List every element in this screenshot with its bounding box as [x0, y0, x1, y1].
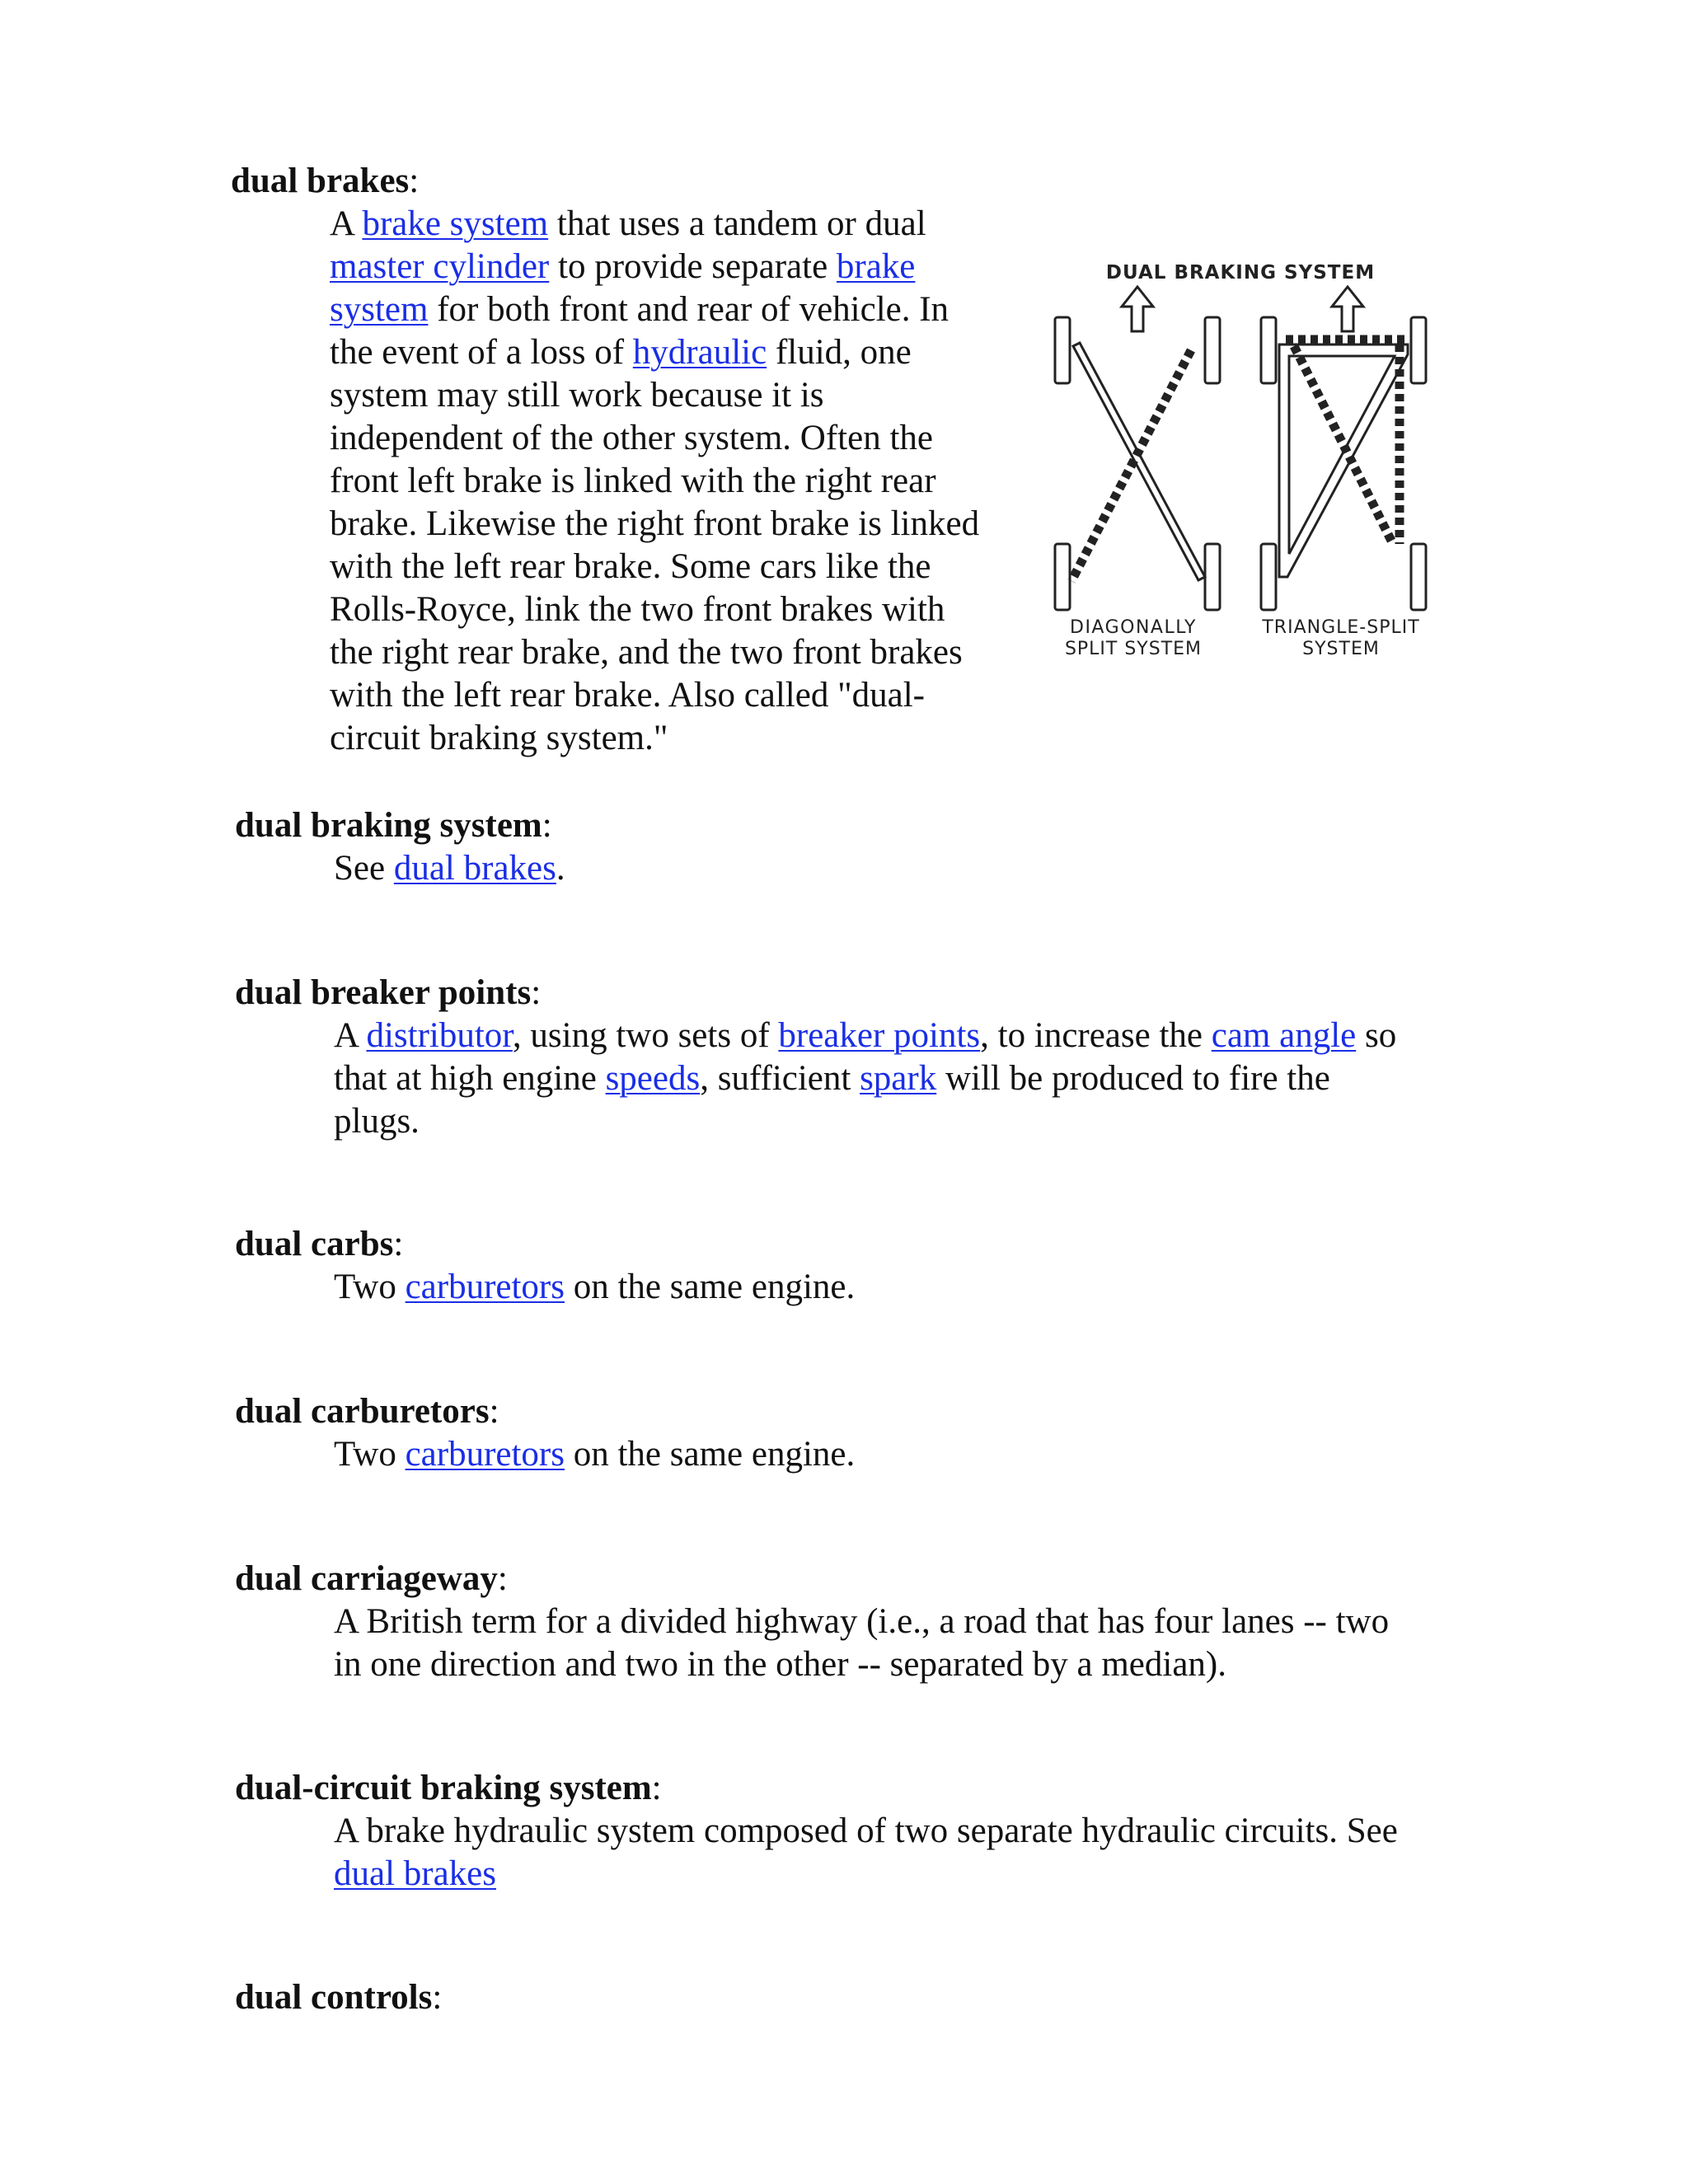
entry-term: dual carburetors — [235, 1392, 490, 1431]
def-text: , using two sets of — [512, 1016, 779, 1055]
wheel-icon — [1205, 317, 1220, 383]
def-text: front left brake is linked with the right rear — [330, 462, 936, 500]
entry-dual-circuit-braking-system — [235, 1767, 1554, 1896]
def-text: , to increase the — [980, 1016, 1212, 1055]
def-text: system may still work because it is — [330, 376, 824, 415]
entry-colon: : — [432, 1978, 443, 2017]
link-brake-system-2-cont[interactable]: system — [330, 290, 429, 329]
link-master-cylinder[interactable]: master cylinder — [330, 247, 550, 286]
entry-dual-carburetors — [235, 1390, 1471, 1476]
wheel-icon — [1055, 317, 1070, 383]
def-text: with the left rear brake. Also called "dual- — [330, 676, 925, 715]
entry-heading — [235, 1558, 1554, 1601]
wheel-icon — [1261, 544, 1276, 610]
forward-arrow-icon — [1122, 287, 1153, 331]
def-text: that at high engine — [334, 1059, 606, 1098]
def-text: plugs. — [334, 1102, 420, 1141]
link-dual-brakes[interactable]: dual brakes — [334, 1854, 497, 1893]
def-text: Two — [334, 1435, 406, 1474]
entry-heading — [235, 1767, 1554, 1810]
wheel-icon — [1411, 544, 1426, 610]
entry-term: dual-circuit braking system — [235, 1769, 652, 1807]
def-text: to provide separate — [549, 247, 837, 286]
entry-dual-carriageway — [235, 1558, 1554, 1686]
link-hydraulic[interactable]: hydraulic — [632, 333, 767, 372]
def-text: that uses a tandem or dual — [548, 204, 926, 243]
def-text: with the left rear brake. Some cars like the — [330, 547, 931, 586]
entry-definition — [235, 847, 1471, 890]
entry-dual-carbs — [235, 1223, 1471, 1309]
def-text: A brake hydraulic system composed of two separate hydraulic circuits. See — [334, 1811, 1398, 1850]
entry-term: dual carbs — [235, 1225, 394, 1263]
def-text: . — [556, 849, 565, 888]
entry-colon: : — [531, 973, 542, 1012]
entry-term: dual breaker points — [235, 973, 532, 1012]
entry-heading — [231, 160, 419, 203]
entry-definition — [235, 1601, 1554, 1686]
dual-braking-system-figure — [1022, 247, 1451, 676]
def-text: circuit braking system." — [330, 719, 668, 757]
def-text: , sufficient — [700, 1059, 860, 1098]
entry-colon: : — [542, 806, 552, 845]
entry-term: dual controls — [235, 1978, 433, 2017]
entry-heading — [235, 1390, 1471, 1433]
figure-label: DIAGONALLY — [1070, 617, 1197, 638]
link-cam-angle[interactable]: cam angle — [1211, 1016, 1357, 1055]
def-text: fluid, one — [767, 333, 912, 372]
entry-heading — [235, 972, 1554, 1015]
link-distributor[interactable]: distributor — [366, 1016, 513, 1055]
entry-dual-controls — [235, 1976, 1471, 2019]
entry-dual-breaker-points — [235, 972, 1554, 1143]
link-carburetors[interactable]: carburetors — [405, 1435, 565, 1474]
link-carburetors[interactable]: carburetors — [405, 1268, 565, 1306]
entry-heading — [235, 1223, 1471, 1266]
wheel-icon — [1055, 544, 1070, 610]
entry-definition — [235, 1810, 1554, 1896]
entry-colon: : — [651, 1769, 662, 1807]
figure-title: DUAL BRAKING SYSTEM — [1105, 262, 1376, 284]
def-text: A — [334, 1016, 367, 1055]
link-speeds[interactable]: speeds — [605, 1059, 701, 1098]
def-text: brake. Likewise the right front brake is linked — [330, 504, 980, 543]
def-text: A — [330, 204, 363, 243]
def-text: in one direction and two in the other -- separated by a median). — [334, 1645, 1226, 1684]
entry-definition — [235, 1266, 1471, 1309]
def-text: so — [1356, 1016, 1397, 1055]
entry-definition — [235, 1433, 1471, 1476]
def-text: the right rear brake, and the two front brakes — [330, 633, 963, 672]
entry-term: dual brakes — [231, 162, 410, 200]
link-dual-brakes[interactable]: dual brakes — [393, 849, 556, 888]
figure-label: TRIANGLE-SPLIT — [1262, 617, 1420, 638]
link-breaker-points[interactable]: breaker points — [778, 1016, 981, 1055]
figure-label: SPLIT SYSTEM — [1064, 639, 1203, 659]
entry-dual-braking-system — [235, 804, 1471, 890]
def-text: Rolls-Royce, link the two front brakes with — [330, 590, 945, 629]
entry-heading — [235, 1976, 1471, 2019]
entry-definition — [235, 1015, 1554, 1143]
def-text: for both front and rear of vehicle. In — [428, 290, 950, 329]
def-text: independent of the other system. Often the — [330, 419, 933, 457]
link-spark[interactable]: spark — [860, 1059, 937, 1098]
entry-dual-brakes — [0, 0, 1688, 775]
brake-line-dashed — [1071, 350, 1191, 581]
def-text: See — [334, 849, 394, 888]
brake-line — [1073, 343, 1205, 580]
entry-definition — [330, 203, 1030, 760]
def-text: will be produced to fire the — [936, 1059, 1330, 1098]
def-text: on the same engine. — [564, 1268, 856, 1306]
figure-label: SYSTEM — [1302, 639, 1380, 659]
link-brake-system[interactable]: brake system — [362, 204, 549, 243]
def-text: Two — [334, 1268, 406, 1306]
entry-colon: : — [409, 162, 420, 200]
def-text: on the same engine. — [564, 1435, 856, 1474]
forward-arrow-icon — [1332, 287, 1363, 331]
entry-term: dual carriageway — [235, 1559, 498, 1598]
wheel-icon — [1411, 317, 1426, 383]
link-brake-system-2[interactable]: brake — [836, 247, 916, 286]
def-text: the event of a loss of — [330, 333, 633, 372]
def-text: A British term for a divided highway (i.e., a road that has four lanes -- two — [334, 1602, 1390, 1641]
wheel-icon — [1261, 317, 1276, 383]
entry-colon: : — [497, 1559, 508, 1598]
entry-colon: : — [489, 1392, 499, 1431]
entry-heading — [235, 804, 1471, 847]
entry-colon: : — [393, 1225, 404, 1263]
wheel-icon — [1205, 544, 1220, 610]
entry-term: dual braking system — [235, 806, 542, 845]
